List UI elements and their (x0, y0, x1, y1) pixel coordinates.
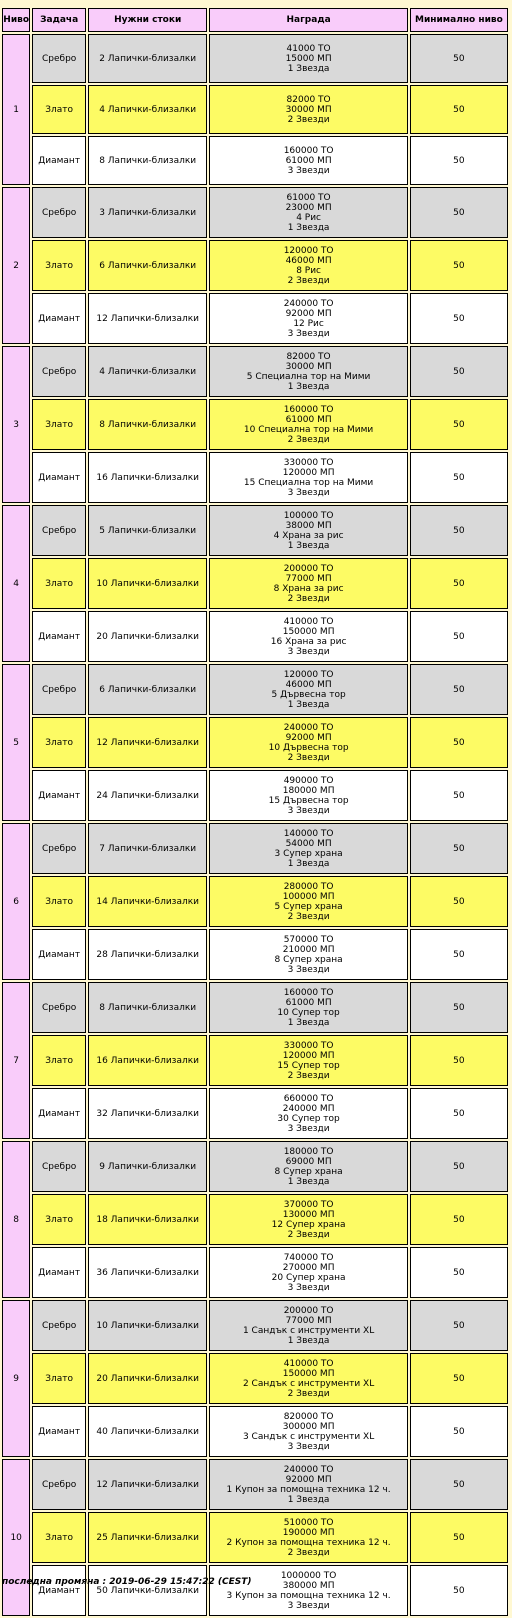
reward-cell (209, 136, 407, 185)
table-row (2, 1512, 508, 1563)
goods-cell: 16 Лапички-близалки (88, 1035, 207, 1086)
reward-line: 300000 МП (282, 1421, 335, 1432)
reward-cell (209, 85, 407, 134)
reward-line: 12 Супер храна (271, 1219, 346, 1230)
reward-line: 5 Специална тор на Мими (246, 371, 371, 382)
reward-line: 820000 ТО (283, 1411, 334, 1422)
reward-line: 1 Звезда (287, 63, 330, 74)
reward-line: 5 Супер храна (274, 901, 343, 912)
reward-line: 120000 ТО (283, 245, 334, 256)
goods-cell: 8 Лапички-близалки (88, 982, 207, 1033)
table-row (2, 1406, 508, 1457)
task-cell: Злато (32, 399, 86, 450)
table-row (2, 717, 508, 768)
reward-cell (209, 34, 407, 83)
min-level-cell: 50 (410, 558, 508, 609)
table-row (2, 770, 508, 821)
task-cell: Диамант (32, 770, 86, 821)
reward-line: 380000 МП (282, 1580, 335, 1591)
min-level-cell: 50 (410, 187, 508, 238)
task-cell: Злато (32, 240, 86, 291)
reward-line: 8 Супер храна (274, 954, 343, 965)
table-row (2, 85, 508, 134)
reward-line: 82000 ТО (286, 94, 331, 105)
min-level-cell: 50 (410, 1035, 508, 1086)
goods-cell: 24 Лапички-близалки (88, 770, 207, 821)
goods-cell: 5 Лапички-близалки (88, 505, 207, 556)
min-level-cell: 50 (410, 1406, 508, 1457)
table-row (2, 187, 508, 238)
reward-line: 10 Дървесна тор (268, 742, 349, 753)
reward-line: 2 Купон за помощна техника 12 ч. (226, 1537, 391, 1548)
reward-line: 15 Дървесна тор (268, 795, 349, 806)
goods-cell: 12 Лапички-близалки (88, 293, 207, 344)
min-level-cell: 50 (410, 770, 508, 821)
task-cell: Диамант (32, 1088, 86, 1139)
reward-line: 8 Храна за рис (273, 583, 344, 594)
reward-cell (209, 1512, 407, 1563)
min-level-cell: 50 (410, 664, 508, 715)
reward-line: 2 Звезди (287, 1070, 330, 1081)
goods-cell: 16 Лапички-близалки (88, 452, 207, 503)
header-task: Задача (32, 8, 86, 32)
reward-line: 510000 ТО (283, 1517, 334, 1528)
reward-line: 54000 МП (285, 838, 332, 849)
reward-line: 570000 ТО (283, 934, 334, 945)
reward-line: 160000 ТО (283, 404, 334, 415)
reward-line: 20 Супер храна (271, 1272, 346, 1283)
level-cell: 8 (2, 1141, 30, 1298)
reward-line: 92000 МП (285, 308, 332, 319)
reward-line: 16 Храна за рис (270, 636, 347, 647)
reward-cell (209, 770, 407, 821)
level-cell: 5 (2, 664, 30, 821)
min-level-cell: 50 (410, 136, 508, 185)
goods-cell: 40 Лапички-близалки (88, 1406, 207, 1457)
reward-line: 180000 МП (282, 785, 335, 796)
task-cell: Диамант (32, 1565, 86, 1616)
task-cell: Сребро (32, 1300, 86, 1351)
reward-line: 660000 ТО (283, 1093, 334, 1104)
reward-line: 740000 ТО (283, 1252, 334, 1263)
goods-cell: 18 Лапички-близалки (88, 1194, 207, 1245)
goods-cell: 2 Лапички-близалки (88, 34, 207, 83)
table-row (2, 1565, 508, 1616)
reward-line: 1 Звезда (287, 1335, 330, 1346)
reward-line: 240000 МП (282, 1103, 335, 1114)
reward-line: 100000 МП (282, 891, 335, 902)
goods-cell: 28 Лапички-близалки (88, 929, 207, 980)
min-level-cell: 50 (410, 34, 508, 83)
reward-line: 3 Звезди (287, 805, 330, 816)
level-cell: 9 (2, 1300, 30, 1457)
reward-line: 240000 ТО (283, 298, 334, 309)
reward-cell (209, 929, 407, 980)
min-level-cell: 50 (410, 611, 508, 662)
table-row (2, 452, 508, 503)
reward-line: 3 Звезди (287, 1600, 330, 1611)
reward-line: 200000 ТО (283, 563, 334, 574)
reward-cell (209, 1565, 407, 1616)
goods-cell: 6 Лапички-близалки (88, 240, 207, 291)
reward-line: 180000 ТО (283, 1146, 334, 1157)
task-cell: Сребро (32, 982, 86, 1033)
task-cell: Диамант (32, 452, 86, 503)
reward-cell (209, 1300, 407, 1351)
reward-line: 240000 ТО (283, 722, 334, 733)
goods-cell: 20 Лапички-близалки (88, 611, 207, 662)
reward-line: 120000 МП (282, 1050, 335, 1061)
reward-cell (209, 399, 407, 450)
reward-line: 2 Звезди (287, 275, 330, 286)
reward-line: 3 Звезди (287, 646, 330, 657)
task-cell: Злато (32, 1353, 86, 1404)
reward-line: 30000 МП (285, 361, 332, 372)
reward-line: 92000 МП (285, 732, 332, 743)
reward-line: 1 Сандък с инструменти XL (242, 1325, 375, 1336)
goods-cell: 6 Лапички-близалки (88, 664, 207, 715)
reward-line: 490000 ТО (283, 775, 334, 786)
table-row (2, 611, 508, 662)
table-row (2, 399, 508, 450)
reward-line: 61000 МП (285, 997, 332, 1008)
level-cell: 2 (2, 187, 30, 344)
min-level-cell: 50 (410, 399, 508, 450)
min-level-cell: 50 (410, 293, 508, 344)
reward-line: 3 Звезди (287, 1441, 330, 1452)
goods-cell: 3 Лапички-близалки (88, 187, 207, 238)
reward-line: 2 Сандък с инструменти XL (242, 1378, 375, 1389)
reward-cell (209, 823, 407, 874)
goods-cell: 4 Лапички-близалки (88, 346, 207, 397)
reward-line: 69000 МП (285, 1156, 332, 1167)
task-cell: Диамант (32, 1406, 86, 1457)
reward-line: 280000 ТО (283, 881, 334, 892)
level-cell: 6 (2, 823, 30, 980)
reward-cell (209, 664, 407, 715)
table-row (2, 929, 508, 980)
min-level-cell: 50 (410, 452, 508, 503)
header-min-level: Минимално ниво (410, 8, 508, 32)
reward-line: 410000 ТО (283, 616, 334, 627)
goods-cell: 50 Лапички-близалки (88, 1565, 207, 1616)
reward-line: 330000 ТО (283, 457, 334, 468)
reward-line: 3 Звезди (287, 964, 330, 975)
task-cell: Диамант (32, 611, 86, 662)
reward-line: 8 Супер храна (274, 1166, 343, 1177)
reward-line: 1 Звезда (287, 381, 330, 392)
reward-line: 1000000 ТО (280, 1570, 337, 1581)
reward-line: 160000 ТО (283, 145, 334, 156)
reward-cell (209, 1194, 407, 1245)
min-level-cell: 50 (410, 1512, 508, 1563)
reward-line: 61000 ТО (286, 192, 331, 203)
table-row (2, 240, 508, 291)
task-cell: Диамант (32, 929, 86, 980)
reward-line: 3 Супер храна (274, 848, 343, 859)
goods-cell: 8 Лапички-близалки (88, 399, 207, 450)
reward-line: 82000 ТО (286, 351, 331, 362)
reward-line: 1 Звезда (287, 699, 330, 710)
reward-line: 200000 ТО (283, 1305, 334, 1316)
reward-line: 1 Звезда (287, 222, 330, 233)
reward-line: 140000 ТО (283, 828, 334, 839)
reward-line: 1 Звезда (287, 540, 330, 551)
goods-cell: 20 Лапички-близалки (88, 1353, 207, 1404)
min-level-cell: 50 (410, 505, 508, 556)
reward-cell (209, 982, 407, 1033)
reward-cell (209, 876, 407, 927)
table-row (2, 1141, 508, 1192)
reward-line: 3 Звезди (287, 1123, 330, 1134)
table-row (2, 1035, 508, 1086)
task-cell: Сребро (32, 1141, 86, 1192)
goods-cell: 36 Лапички-близалки (88, 1247, 207, 1298)
goods-cell: 9 Лапички-близалки (88, 1141, 207, 1192)
reward-line: 10 Специална тор на Мими (243, 424, 374, 435)
reward-line: 270000 МП (282, 1262, 335, 1273)
reward-line: 1 Звезда (287, 1494, 330, 1505)
min-level-cell: 50 (410, 85, 508, 134)
reward-line: 92000 МП (285, 1474, 332, 1485)
reward-line: 2 Звезди (287, 114, 330, 125)
reward-line: 240000 ТО (283, 1464, 334, 1475)
table-row (2, 823, 508, 874)
reward-line: 2 Звезди (287, 1388, 330, 1399)
reward-cell (209, 717, 407, 768)
reward-cell (209, 1088, 407, 1139)
reward-line: 30000 МП (285, 104, 332, 115)
min-level-cell: 50 (410, 1141, 508, 1192)
level-cell: 3 (2, 346, 30, 503)
table-row (2, 876, 508, 927)
reward-line: 30 Супер тор (277, 1113, 340, 1124)
reward-line: 3 Звезди (287, 165, 330, 176)
reward-cell (209, 1035, 407, 1086)
reward-line: 1 Звезда (287, 1017, 330, 1028)
task-cell: Злато (32, 1035, 86, 1086)
reward-line: 77000 МП (285, 1315, 332, 1326)
last-modified-note: последна промяна : 2019-06-29 15:47:22 (CEST) (2, 1577, 252, 1587)
reward-line: 370000 ТО (283, 1199, 334, 1210)
task-cell: Сребро (32, 34, 86, 83)
goods-cell: 12 Лапички-близалки (88, 717, 207, 768)
reward-cell (209, 452, 407, 503)
reward-line: 330000 ТО (283, 1040, 334, 1051)
reward-line: 4 Рис (296, 212, 321, 223)
task-cell: Сребро (32, 664, 86, 715)
min-level-cell: 50 (410, 1247, 508, 1298)
reward-line: 5 Дървесна тор (271, 689, 346, 700)
reward-line: 61000 МП (285, 414, 332, 425)
table-row (2, 1353, 508, 1404)
task-cell: Злато (32, 1512, 86, 1563)
reward-line: 3 Звезди (287, 328, 330, 339)
goods-cell: 32 Лапички-близалки (88, 1088, 207, 1139)
reward-cell (209, 1247, 407, 1298)
min-level-cell: 50 (410, 240, 508, 291)
reward-line: 46000 МП (285, 679, 332, 690)
min-level-cell: 50 (410, 1459, 508, 1510)
goods-cell: 4 Лапички-близалки (88, 85, 207, 134)
header-level: Ниво (2, 8, 30, 32)
header-reward: Награда (209, 8, 407, 32)
task-cell: Злато (32, 1194, 86, 1245)
table-row (2, 346, 508, 397)
reward-cell (209, 611, 407, 662)
reward-cell (209, 558, 407, 609)
task-cell: Сребро (32, 346, 86, 397)
reward-line: 100000 ТО (283, 510, 334, 521)
goods-cell: 8 Лапички-близалки (88, 136, 207, 185)
reward-line: 61000 МП (285, 155, 332, 166)
reward-cell (209, 1141, 407, 1192)
reward-line: 12 Рис (293, 318, 324, 329)
table-row (2, 293, 508, 344)
min-level-cell: 50 (410, 717, 508, 768)
min-level-cell: 50 (410, 1565, 508, 1616)
reward-line: 150000 МП (282, 1368, 335, 1379)
reward-line: 15000 МП (285, 53, 332, 64)
min-level-cell: 50 (410, 823, 508, 874)
min-level-cell: 50 (410, 1353, 508, 1404)
level-cell: 7 (2, 982, 30, 1139)
reward-cell (209, 1459, 407, 1510)
min-level-cell: 50 (410, 1194, 508, 1245)
reward-line: 46000 МП (285, 255, 332, 266)
task-cell: Злато (32, 85, 86, 134)
reward-line: 2 Звезди (287, 752, 330, 763)
reward-line: 15 Специална тор на Мими (243, 477, 374, 488)
table-row (2, 505, 508, 556)
level-cell: 4 (2, 505, 30, 662)
reward-cell (209, 505, 407, 556)
task-cell: Сребро (32, 1459, 86, 1510)
min-level-cell: 50 (410, 929, 508, 980)
task-cell: Сребро (32, 187, 86, 238)
reward-line: 4 Храна за рис (273, 530, 344, 541)
reward-line: 38000 МП (285, 520, 332, 531)
reward-line: 23000 МП (285, 202, 332, 213)
table-row (2, 558, 508, 609)
task-cell: Злато (32, 717, 86, 768)
reward-line: 2 Звезди (287, 1229, 330, 1240)
table-row (2, 1088, 508, 1139)
reward-line: 3 Звезди (287, 1282, 330, 1293)
task-cell: Диамант (32, 136, 86, 185)
reward-line: 410000 ТО (283, 1358, 334, 1369)
goods-cell: 25 Лапички-близалки (88, 1512, 207, 1563)
table-row (2, 982, 508, 1033)
task-cell: Злато (32, 558, 86, 609)
reward-line: 10 Супер тор (277, 1007, 340, 1018)
task-cell: Диамант (32, 1247, 86, 1298)
table-row (2, 1300, 508, 1351)
reward-line: 1 Звезда (287, 858, 330, 869)
min-level-cell: 50 (410, 1300, 508, 1351)
goods-cell: 10 Лапички-близалки (88, 558, 207, 609)
reward-line: 3 Звезди (287, 487, 330, 498)
table-row (2, 1247, 508, 1298)
reward-line: 3 Купон за помощна техника 12 ч. (226, 1590, 391, 1601)
rewards-table-body (2, 34, 508, 1616)
table-row (2, 664, 508, 715)
reward-line: 1 Звезда (287, 1176, 330, 1187)
task-cell: Злато (32, 876, 86, 927)
min-level-cell: 50 (410, 982, 508, 1033)
reward-line: 77000 МП (285, 573, 332, 584)
reward-cell (209, 1353, 407, 1404)
reward-line: 2 Звезди (287, 434, 330, 445)
reward-line: 120000 ТО (283, 669, 334, 680)
level-cell: 10 (2, 1459, 30, 1616)
reward-cell (209, 346, 407, 397)
level-cell: 1 (2, 34, 30, 185)
task-cell: Сребро (32, 505, 86, 556)
min-level-cell: 50 (410, 1088, 508, 1139)
reward-line: 210000 МП (282, 944, 335, 955)
task-cell: Сребро (32, 823, 86, 874)
reward-line: 160000 ТО (283, 987, 334, 998)
reward-cell (209, 187, 407, 238)
header-row (2, 8, 508, 32)
reward-line: 190000 МП (282, 1527, 335, 1538)
reward-cell (209, 240, 407, 291)
reward-line: 2 Звезди (287, 593, 330, 604)
reward-cell (209, 1406, 407, 1457)
goods-cell: 10 Лапички-близалки (88, 1300, 207, 1351)
reward-line: 120000 МП (282, 467, 335, 478)
table-row (2, 1459, 508, 1510)
min-level-cell: 50 (410, 346, 508, 397)
reward-line: 1 Купон за помощна техника 12 ч. (226, 1484, 391, 1495)
reward-line: 2 Звезди (287, 1547, 330, 1558)
table-row (2, 1194, 508, 1245)
reward-cell (209, 293, 407, 344)
header-goods: Нужни стоки (88, 8, 207, 32)
reward-line: 150000 МП (282, 626, 335, 637)
table-row (2, 136, 508, 185)
goods-cell: 7 Лапички-близалки (88, 823, 207, 874)
reward-line: 15 Супер тор (277, 1060, 340, 1071)
reward-line: 41000 ТО (286, 43, 331, 54)
reward-line: 130000 МП (282, 1209, 335, 1220)
min-level-cell: 50 (410, 876, 508, 927)
reward-line: 3 Сандък с инструменти XL (242, 1431, 375, 1442)
reward-line: 8 Рис (296, 265, 321, 276)
goods-cell: 12 Лапички-близалки (88, 1459, 207, 1510)
task-cell: Диамант (32, 293, 86, 344)
rewards-table (0, 6, 510, 1618)
goods-cell: 14 Лапички-близалки (88, 876, 207, 927)
reward-line: 2 Звезди (287, 911, 330, 922)
table-row (2, 34, 508, 83)
